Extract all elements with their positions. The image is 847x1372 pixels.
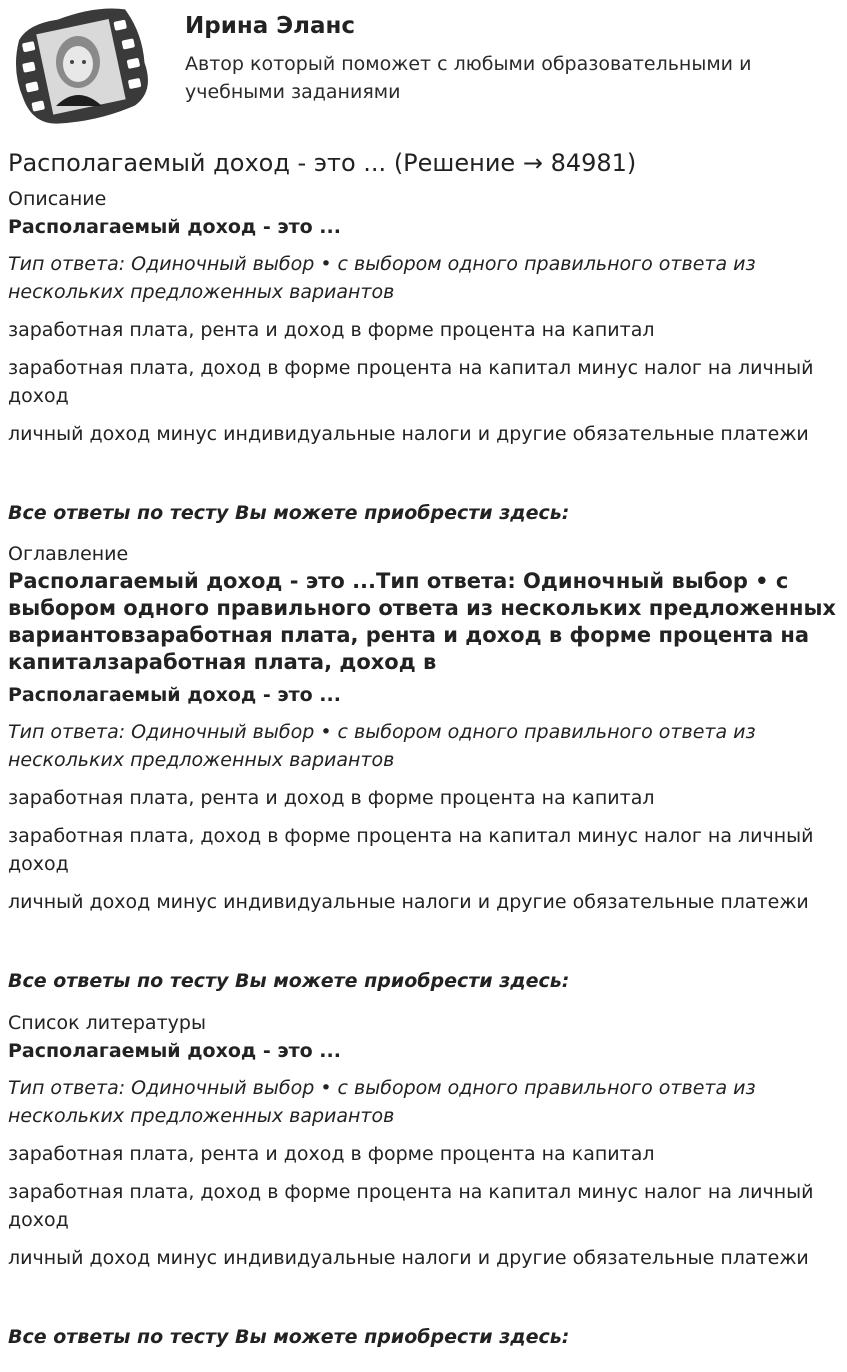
answer-option: личный доход минус индивидуальные налоги и другие обязательные платежи <box>8 423 809 445</box>
description-section <box>8 187 839 526</box>
answer-option: личный доход минус индивидуальные налоги и другие обязательные платежи <box>8 891 809 913</box>
answer-option: заработная плата, рента и доход в форме процента на капитал <box>8 1143 655 1165</box>
buy-answers-link-text: Все ответы по тесту Вы можете приобрести здесь: <box>8 970 570 992</box>
answer-option: заработная плата, доход в форме процента на капитал минус налог на личный доход <box>8 357 814 407</box>
answer-option: заработная плата, доход в форме процента на капитал минус налог на личный доход <box>8 825 814 875</box>
answer-option: личный доход минус индивидуальные налоги и другие обязательные платежи <box>8 1247 809 1269</box>
buy-answers-link-text: Все ответы по тесту Вы можете приобрести здесь: <box>8 502 570 524</box>
toc-section <box>8 542 839 994</box>
answer-type: Тип ответа: Одиночный выбор • с выбором одного правильного ответа из нескольких предложенных вариантов <box>8 253 756 303</box>
answer-option: заработная плата, рента и доход в форме процента на капитал <box>8 787 655 809</box>
question-title: Располагаемый доход - это ... <box>8 684 341 706</box>
page-title: Располагаемый доход - это ... (Решение → 84981) <box>8 149 637 177</box>
answer-option: заработная плата, доход в форме процента на капитал минус налог на личный доход <box>8 1181 814 1231</box>
section-label-literature: Список литературы <box>8 1012 206 1034</box>
answer-type: Тип ответа: Одиночный выбор • с выбором одного правильного ответа из нескольких предложенных вариантов <box>8 1077 756 1127</box>
question-title: Располагаемый доход - это ... <box>8 1040 341 1062</box>
page <box>8 0 839 1348</box>
avatar <box>8 6 152 128</box>
question-title: Располагаемый доход - это ... <box>8 216 341 238</box>
section-label-description: Описание <box>8 188 107 210</box>
author-description: Автор который поможет с любыми образовательными и учебными заданиями <box>185 53 752 103</box>
buy-answers-link-text: Все ответы по тесту Вы можете приобрести здесь: <box>8 1326 570 1348</box>
toc-summary: Располагаемый доход - это ...Тип ответа: Одиночный выбор • с выбором одного правильного ответа из нескольких предложенных вариантовзаработная плата, рента и доход в форме процента на капиталзаработная плата, доход в <box>8 569 836 674</box>
answer-option: заработная плата, рента и доход в форме процента на капитал <box>8 319 655 341</box>
literature-section <box>8 1011 839 1350</box>
answer-type: Тип ответа: Одиночный выбор • с выбором одного правильного ответа из нескольких предложенных вариантов <box>8 721 756 771</box>
section-label-toc: Оглавление <box>8 543 129 565</box>
author-header <box>8 0 839 134</box>
author-name: Ирина Эланс <box>185 13 356 39</box>
film-frame-avatar-icon <box>8 6 152 128</box>
